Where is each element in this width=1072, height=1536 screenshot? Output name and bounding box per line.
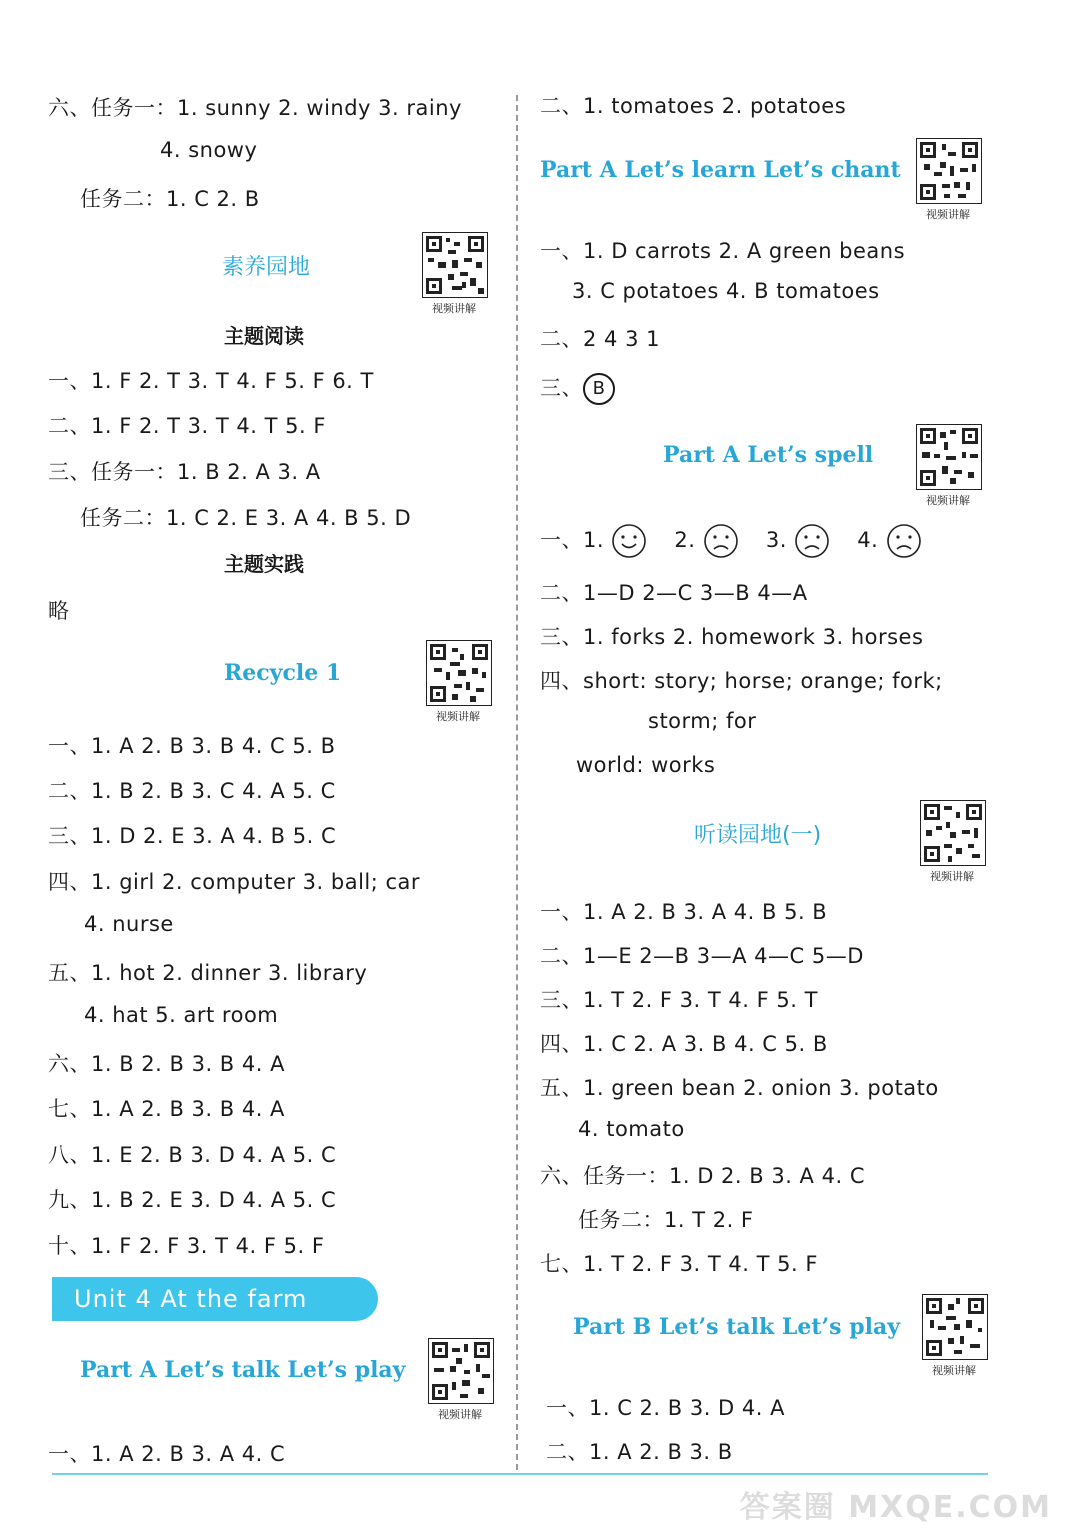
answer-line: 4. tomato [578,1117,685,1141]
sad-face-icon [886,523,922,559]
answer-line: 二、1. tomatoes 2. potatoes [540,94,847,118]
question-number: 3. [765,528,787,552]
question-number: 三、 [540,376,583,400]
answer-line: 二、1. B 2. B 3. C 4. A 5. C [48,779,336,803]
answer-line: 一、1. A 2. B 3. A 4. C [48,1442,286,1466]
answer-line: 任务二：1. C 2. B [80,187,260,211]
answer-line: 一、1. A 2. B 3. B 4. C 5. B [48,734,336,758]
answer-line [540,523,922,559]
answer-line: 二、1. F 2. T 3. T 4. T 5. F [48,414,326,438]
answer-line: 三、任务一：1. B 2. A 3. A [48,460,321,484]
smiley-face-icon [611,523,647,559]
answer-line: 十、1. F 2. F 3. T 4. F 5. F [48,1234,325,1258]
qr-code[interactable] [428,1338,492,1422]
qr-code[interactable] [916,138,980,222]
question-number: 2. [674,528,696,552]
answer-line: 三、1. forks 2. homework 3. horses [540,625,924,649]
qr-label: 视频讲解 [436,710,480,723]
answer-line: 一、1. D carrots 2. A green beans [540,239,906,263]
watermark: 答案圈 MXQE.COM [739,1490,1052,1525]
subsection-title: 主题阅读 [224,324,304,348]
sad-face-icon [794,523,830,559]
answer-line: 六、任务一：1. sunny 2. windy 3. rainy [48,96,462,120]
answer-line: storm; for [648,709,757,733]
answer-line: 四、short: story; horse; orange; fork; [540,669,943,693]
answer-line: 四、1. girl 2. computer 3. ball; car [48,870,421,894]
qr-code-icon [426,640,492,706]
qr-code[interactable] [922,1294,986,1378]
sad-face-icon [703,523,739,559]
section-title: 素养园地 [222,255,311,280]
qr-code[interactable] [916,424,980,508]
question-number: 4. [857,528,879,552]
answer-line: 八、1. E 2. B 3. D 4. A 5. C [48,1143,337,1167]
qr-code[interactable] [426,640,490,724]
section-title: Part B Let’s talk Let’s play [573,1314,900,1340]
answer-line: 一、1. F 2. T 3. T 4. F 5. F 6. T [48,369,374,393]
qr-code[interactable] [920,800,984,884]
answer-line: 四、1. C 2. A 3. B 4. C 5. B [540,1032,828,1056]
qr-label: 视频讲解 [438,1408,482,1421]
qr-label: 视频讲解 [930,870,974,883]
section-title: Recycle 1 [224,660,342,686]
answer-line: 七、1. T 2. F 3. T 4. T 5. F [540,1252,818,1276]
qr-code-icon [920,800,986,866]
answer-line: 六、1. B 2. B 3. B 4. A [48,1052,285,1076]
qr-label: 视频讲解 [932,1364,976,1377]
qr-label: 视频讲解 [926,494,970,507]
column-divider [516,95,518,1470]
subsection-title: 主题实践 [224,552,304,576]
qr-code-icon [922,1294,988,1360]
answer-line: 二、1—E 2—B 3—A 4—C 5—D [540,944,864,968]
answer-line: 二、1—D 2—C 3—B 4—A [540,581,808,605]
answer-line: 三、1. D 2. E 3. A 4. B 5. C [48,824,337,848]
qr-code-icon [916,424,982,490]
qr-code[interactable] [422,232,486,316]
qr-label: 视频讲解 [926,208,970,221]
answer-line: 九、1. B 2. E 3. D 4. A 5. C [48,1188,337,1212]
qr-code-icon [428,1338,494,1404]
answer-line: 任务二：1. C 2. E 3. A 4. B 5. D [80,506,412,530]
unit-banner: Unit 4 At the farm [52,1277,378,1321]
footer-rule [52,1473,988,1475]
section-title: Part A Let’s talk Let’s play [80,1357,406,1383]
section-title: Part A Let’s learn Let’s chant [540,157,901,183]
answer-line: 二、1. A 2. B 3. B [546,1440,733,1464]
answer-line [540,372,615,405]
qr-label: 视频讲解 [432,302,476,315]
answer-line: 二、2 4 3 1 [540,327,660,351]
answer-line: 三、1. T 2. F 3. T 4. F 5. T [540,988,818,1012]
answer-line: 六、任务一：1. D 2. B 3. A 4. C [540,1164,865,1188]
answer-line: world: works [576,753,716,777]
answer-line: 一、1. A 2. B 3. A 4. B 5. B [540,900,828,924]
answer-line: 4. snowy [160,138,258,162]
qr-code-icon [422,232,488,298]
answer-line: 3. C potatoes 4. B tomatoes [572,279,880,303]
answer-line: 一、1. C 2. B 3. D 4. A [546,1396,785,1420]
question-number: 一、1. [540,528,605,552]
qr-code-icon [916,138,982,204]
answer-line: 五、1. hot 2. dinner 3. library [48,961,368,985]
section-title: 听读园地(一) [694,823,822,848]
answer-line: 任务二：1. T 2. F [578,1208,754,1232]
circled-answer: B [583,373,615,405]
section-title: Part A Let’s spell [663,442,874,468]
answer-line: 七、1. A 2. B 3. B 4. A [48,1097,285,1121]
answer-line: 略 [48,599,70,623]
answer-line: 五、1. green bean 2. onion 3. potato [540,1076,939,1100]
answer-line: 4. hat 5. art room [84,1003,279,1027]
answer-line: 4. nurse [84,912,174,936]
